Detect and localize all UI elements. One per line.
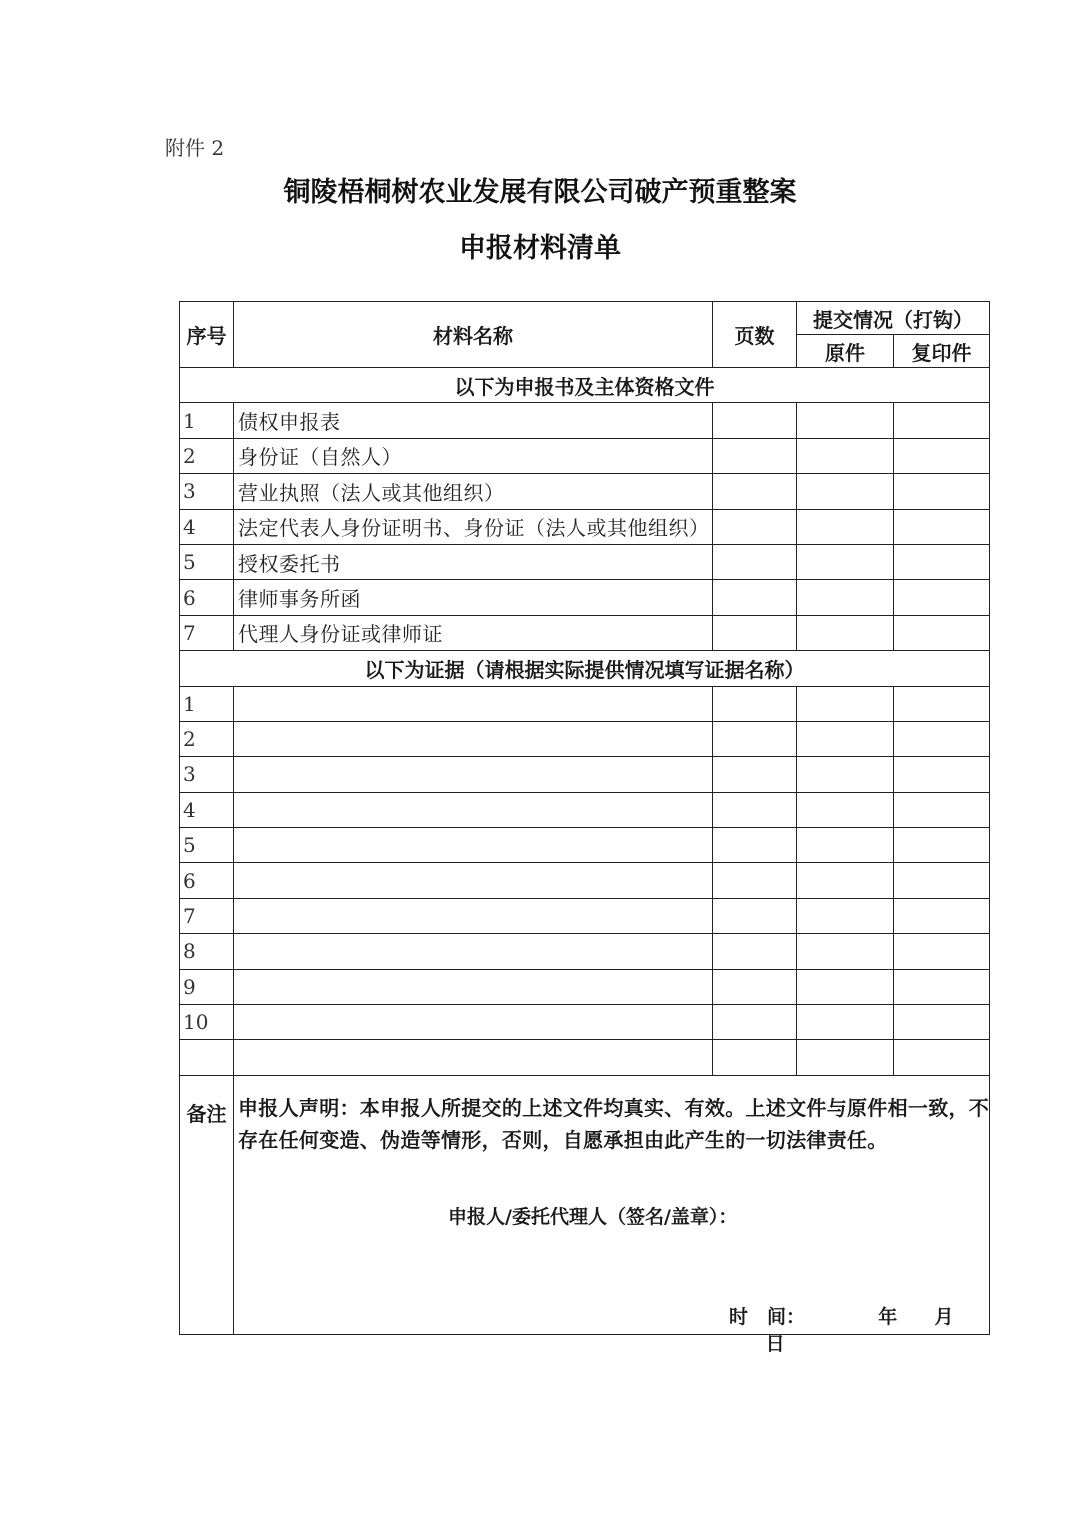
section2-row <box>180 898 990 933</box>
material-name: 营业执照（法人或其他组织） <box>234 474 713 509</box>
section1-row <box>180 368 990 403</box>
pages-cell[interactable] <box>713 721 797 756</box>
row-number: 9 <box>180 969 234 1004</box>
row-number: 6 <box>180 580 234 615</box>
material-name[interactable] <box>234 1005 713 1040</box>
attachment-label: 附件 2 <box>165 136 225 160</box>
material-name[interactable] <box>234 863 713 898</box>
material-name[interactable] <box>234 934 713 969</box>
date-line[interactable] <box>729 1302 989 1356</box>
pages-cell[interactable] <box>713 898 797 933</box>
section2-row <box>180 934 990 969</box>
original-check-cell[interactable] <box>797 792 894 827</box>
remark-cell <box>234 1075 990 1355</box>
copy-check-cell[interactable] <box>894 509 990 544</box>
material-name[interactable] <box>234 969 713 1004</box>
declaration-text: 申报人声明：本申报人所提交的上述文件均真实、有效。上述文件与原件相一致，不存在任何变造、伪造等情形，否则，自愿承担由此产生的一切法律责任。 <box>238 1095 990 1152</box>
original-check-cell[interactable] <box>797 721 894 756</box>
row-number: 1 <box>180 403 234 438</box>
copy-check-cell[interactable] <box>894 757 990 792</box>
blank-row <box>180 1040 990 1075</box>
section2-row <box>180 863 990 898</box>
original-check-cell[interactable] <box>797 474 894 509</box>
copy-check-cell[interactable] <box>894 792 990 827</box>
header-pages: 页数 <box>713 302 797 368</box>
pages-cell[interactable] <box>713 969 797 1004</box>
header-seq: 序号 <box>180 302 234 368</box>
section1-row <box>180 509 990 544</box>
pages-cell[interactable] <box>713 934 797 969</box>
pages-cell[interactable] <box>713 863 797 898</box>
row-number: 3 <box>180 757 234 792</box>
row-number: 2 <box>180 721 234 756</box>
copy-check-cell[interactable] <box>894 615 990 650</box>
section1-row <box>180 615 990 650</box>
pages-cell[interactable] <box>713 757 797 792</box>
pages-cell[interactable] <box>713 1005 797 1040</box>
pages-cell[interactable] <box>713 792 797 827</box>
year-label: 年 <box>878 1305 898 1328</box>
month-label: 月 <box>934 1305 954 1328</box>
signature-line[interactable]: 申报人/委托代理人（签名/盖章）： <box>448 1205 738 1228</box>
copy-check-cell[interactable] <box>894 863 990 898</box>
original-check-cell[interactable] <box>797 686 894 721</box>
original-check-cell[interactable] <box>797 403 894 438</box>
section2-row <box>180 828 990 863</box>
row-number: 3 <box>180 474 234 509</box>
pages-cell[interactable] <box>713 828 797 863</box>
material-name[interactable] <box>234 757 713 792</box>
row-number: 7 <box>180 898 234 933</box>
original-check-cell[interactable] <box>797 438 894 473</box>
material-name[interactable] <box>234 828 713 863</box>
blank-cell[interactable] <box>234 1040 713 1075</box>
row-number: 5 <box>180 544 234 579</box>
section1-row <box>180 580 990 615</box>
material-name: 债权申报表 <box>234 403 713 438</box>
original-check-cell[interactable] <box>797 969 894 1004</box>
material-name[interactable] <box>234 721 713 756</box>
section2-row <box>180 651 990 686</box>
section2-row <box>180 969 990 1004</box>
pages-cell[interactable] <box>713 615 797 650</box>
pages-cell[interactable] <box>713 474 797 509</box>
original-check-cell[interactable] <box>797 757 894 792</box>
copy-check-cell[interactable] <box>894 828 990 863</box>
header-name: 材料名称 <box>234 302 713 368</box>
original-check-cell[interactable] <box>797 544 894 579</box>
copy-check-cell[interactable] <box>894 1005 990 1040</box>
header-row <box>180 302 990 335</box>
pages-cell[interactable] <box>713 686 797 721</box>
row-number: 4 <box>180 792 234 827</box>
section2-row <box>180 1005 990 1040</box>
day-label: 日 <box>765 1332 785 1355</box>
pages-cell[interactable] <box>713 580 797 615</box>
original-check-cell[interactable] <box>797 863 894 898</box>
material-name: 代理人身份证或律师证 <box>234 615 713 650</box>
blank-cell[interactable] <box>713 1040 797 1075</box>
pages-cell[interactable] <box>713 544 797 579</box>
copy-check-cell[interactable] <box>894 934 990 969</box>
header-copy: 复印件 <box>894 335 990 368</box>
material-name[interactable] <box>234 792 713 827</box>
copy-check-cell[interactable] <box>894 898 990 933</box>
document-title: 铜陵梧桐树农业发展有限公司破产预重整案 <box>283 177 797 208</box>
section1-row <box>180 438 990 473</box>
original-check-cell[interactable] <box>797 828 894 863</box>
row-number: 6 <box>180 863 234 898</box>
section2-row <box>180 686 990 721</box>
copy-check-cell[interactable] <box>894 403 990 438</box>
section2-row <box>180 721 990 756</box>
time-label: 时 间： <box>729 1305 806 1328</box>
row-number: 4 <box>180 509 234 544</box>
material-name: 律师事务所函 <box>234 580 713 615</box>
section2-title: 以下为证据（请根据实际提供情况填写证据名称） <box>180 651 990 686</box>
copy-check-cell[interactable] <box>894 438 990 473</box>
pages-cell[interactable] <box>713 509 797 544</box>
pages-cell[interactable] <box>713 438 797 473</box>
row-number: 5 <box>180 828 234 863</box>
material-name[interactable] <box>234 898 713 933</box>
section2-row <box>180 792 990 827</box>
header-original: 原件 <box>797 335 894 368</box>
section1-row <box>180 403 990 438</box>
header-submission: 提交情况（打钩） <box>797 302 990 335</box>
copy-check-cell[interactable] <box>894 686 990 721</box>
material-name: 身份证（自然人） <box>234 438 713 473</box>
pages-cell[interactable] <box>713 403 797 438</box>
original-check-cell[interactable] <box>797 580 894 615</box>
blank-cell[interactable] <box>180 1040 234 1075</box>
row-number: 2 <box>180 438 234 473</box>
row-number: 8 <box>180 934 234 969</box>
blank-cell[interactable] <box>894 1040 990 1075</box>
original-check-cell[interactable] <box>797 898 894 933</box>
remark-label: 备注 <box>180 1075 234 1334</box>
original-check-cell[interactable] <box>797 509 894 544</box>
material-name[interactable] <box>234 686 713 721</box>
copy-check-cell[interactable] <box>894 544 990 579</box>
copy-check-cell[interactable] <box>894 580 990 615</box>
document-subtitle: 申报材料清单 <box>459 233 621 264</box>
original-check-cell[interactable] <box>797 615 894 650</box>
row-number: 7 <box>180 615 234 650</box>
row-number: 1 <box>180 686 234 721</box>
material-name: 法定代表人身份证明书、身份证（法人或其他组织） <box>234 509 713 544</box>
section1-row <box>180 474 990 509</box>
copy-check-cell[interactable] <box>894 721 990 756</box>
material-name: 授权委托书 <box>234 544 713 579</box>
remark-row <box>180 1075 990 1334</box>
row-number: 10 <box>180 1005 234 1040</box>
original-check-cell[interactable] <box>797 934 894 969</box>
original-check-cell[interactable] <box>797 1005 894 1040</box>
section1-row <box>180 544 990 579</box>
section2-row <box>180 757 990 792</box>
blank-cell[interactable] <box>797 1040 894 1075</box>
section1-title: 以下为申报书及主体资格文件 <box>180 368 990 403</box>
copy-check-cell[interactable] <box>894 969 990 1004</box>
materials-table <box>179 301 990 1355</box>
copy-check-cell[interactable] <box>894 474 990 509</box>
